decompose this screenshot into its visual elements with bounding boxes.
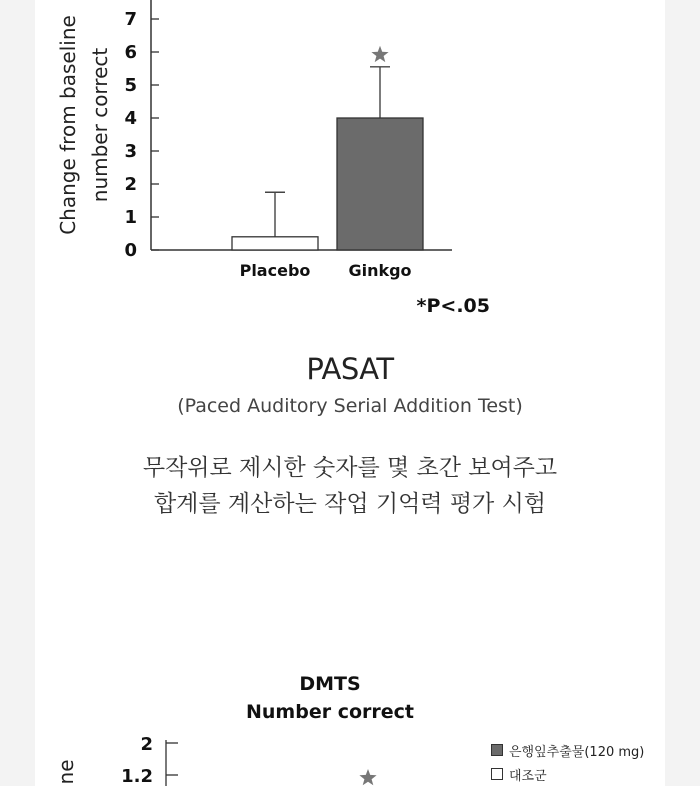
y-tick-label: 0 — [124, 240, 137, 261]
y-axis-label: number correct — [88, 47, 112, 203]
dmts-y-axis-label: ne — [54, 759, 78, 785]
dmts-y-tick-label: 1.2 — [121, 766, 153, 786]
y-tick-label: 5 — [124, 75, 137, 96]
bar-placebo — [232, 237, 318, 250]
y-tick-label: 1 — [124, 207, 137, 228]
description-line-1: 무작위로 제시한 숫자를 몇 초간 보여주고 — [142, 455, 558, 481]
article-page — [35, 0, 665, 786]
legend-label-placebo: 대조군 — [509, 768, 547, 784]
significance-footnote: *P<.05 — [416, 295, 490, 317]
description-line-2: 합계를 계산하는 작업 기억력 평가 시험 — [153, 491, 547, 517]
legend-item-placebo — [491, 762, 644, 786]
dmts-y-tick-label: 2 — [140, 734, 153, 755]
y-axis-label: Change from baseline — [56, 15, 80, 235]
bar-ginkgo — [337, 118, 423, 250]
x-tick-label: Ginkgo — [348, 261, 412, 280]
y-tick-label: 7 — [124, 9, 137, 30]
pasat-description — [35, 450, 665, 522]
dmts-significance-star-icon — [359, 769, 376, 785]
legend-item-ginkgo — [491, 738, 644, 762]
significance-star-icon — [371, 46, 388, 62]
legend-swatch-ginkgo — [491, 744, 503, 756]
x-tick-label: Placebo — [239, 261, 311, 280]
y-tick-label: 2 — [124, 174, 137, 195]
pasat-subtitle: (Paced Auditory Serial Addition Test) — [177, 395, 523, 417]
pasat-title: PASAT — [306, 352, 394, 386]
dmts-legend — [491, 738, 644, 786]
dmts-chart-title — [165, 670, 495, 726]
y-tick-label: 6 — [124, 42, 137, 63]
dmts-title: DMTS — [299, 673, 361, 695]
y-tick-label: 3 — [124, 141, 137, 162]
y-tick-label: 4 — [124, 108, 137, 129]
dmts-subtitle: Number correct — [246, 701, 414, 723]
legend-label-ginkgo: 은행잎추출물(120 mg) — [509, 744, 645, 760]
legend-swatch-placebo — [491, 768, 503, 780]
pasat-bar-chart — [35, 0, 665, 330]
